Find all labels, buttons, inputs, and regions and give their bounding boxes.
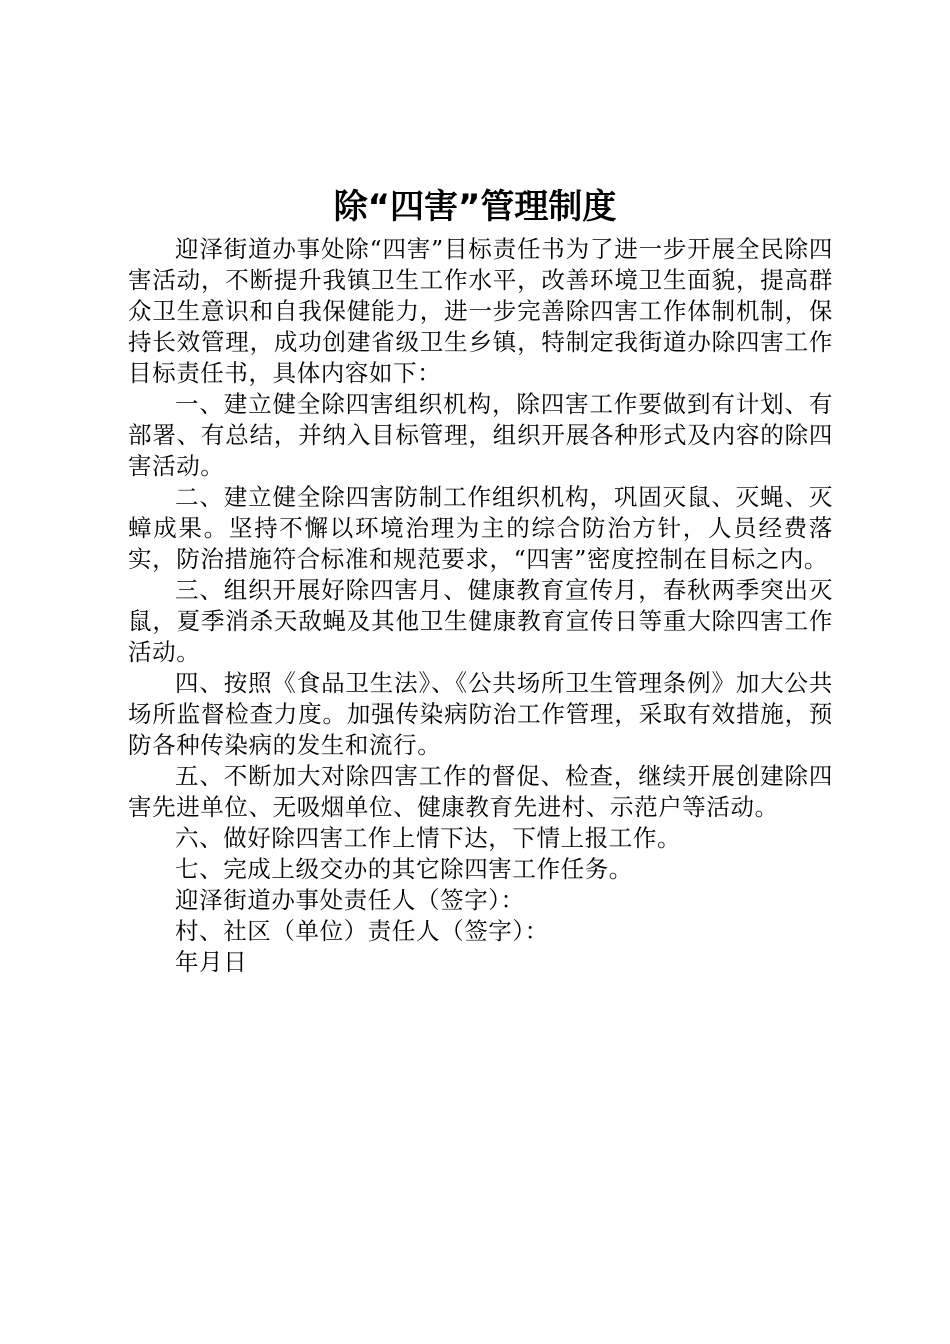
clause-1-paragraph: 一、建立健全除四害组织机构，除四害工作要做到有计划、有部署、有总结，并纳入目标管理，组织开展各种形式及内容的除四害活动。 xyxy=(128,390,833,480)
clause-6-paragraph: 六、做好除四害工作上情下达，下情上报工作。 xyxy=(175,824,682,852)
clause-4-paragraph: 四、按照《食品卫生法》、《公共场所卫生管理条例》加大公共场所监督检查力度。加强传染病防治工作管理，采取有效措施，预防各种传染病的发生和流行。 xyxy=(128,669,833,759)
intro-paragraph: 迎泽街道办事处除“四害”目标责任书为了进一步开展全民除四害活动，不断提升我镇卫生工作水平，改善环境卫生面貌，提高群众卫生意识和自我保健能力，进一步完善除四害工作体制机制，保持长效管理，成功创建省级卫生乡镇，特制定我街道办除四害工作目标责任书，具体内容如下： xyxy=(128,235,833,387)
office-signature-line: 迎泽街道办事处责任人（签字）： xyxy=(175,886,525,914)
clause-3-paragraph: 三、组织开展好除四害月、健康教育宣传月，春秋两季突出灭鼠，夏季消杀天敌蝇及其他卫生健康教育宣传日等重大除四害工作活动。 xyxy=(128,576,833,666)
clause-5-paragraph: 五、不断加大对除四害工作的督促、检查，继续开展创建除四害先进单位、无吸烟单位、健康教育先进村、示范户等活动。 xyxy=(128,762,833,821)
clause-7-paragraph: 七、完成上级交办的其它除四害工作任务。 xyxy=(175,855,633,883)
community-signature-line: 村、社区（单位）责任人（签字）： xyxy=(175,917,549,945)
clause-2-paragraph: 二、建立健全除四害防制工作组织机构，巩固灭鼠、灭蝇、灭蟑成果。坚持不懈以环境治理为主的综合防治方针，人员经费落实，防治措施符合标准和规范要求，“四害”密度控制在目标之内。 xyxy=(128,483,833,573)
document-title: 除“四害”管理制度 xyxy=(333,187,617,227)
date-line: 年月日 xyxy=(175,948,248,976)
document-body xyxy=(128,234,833,978)
